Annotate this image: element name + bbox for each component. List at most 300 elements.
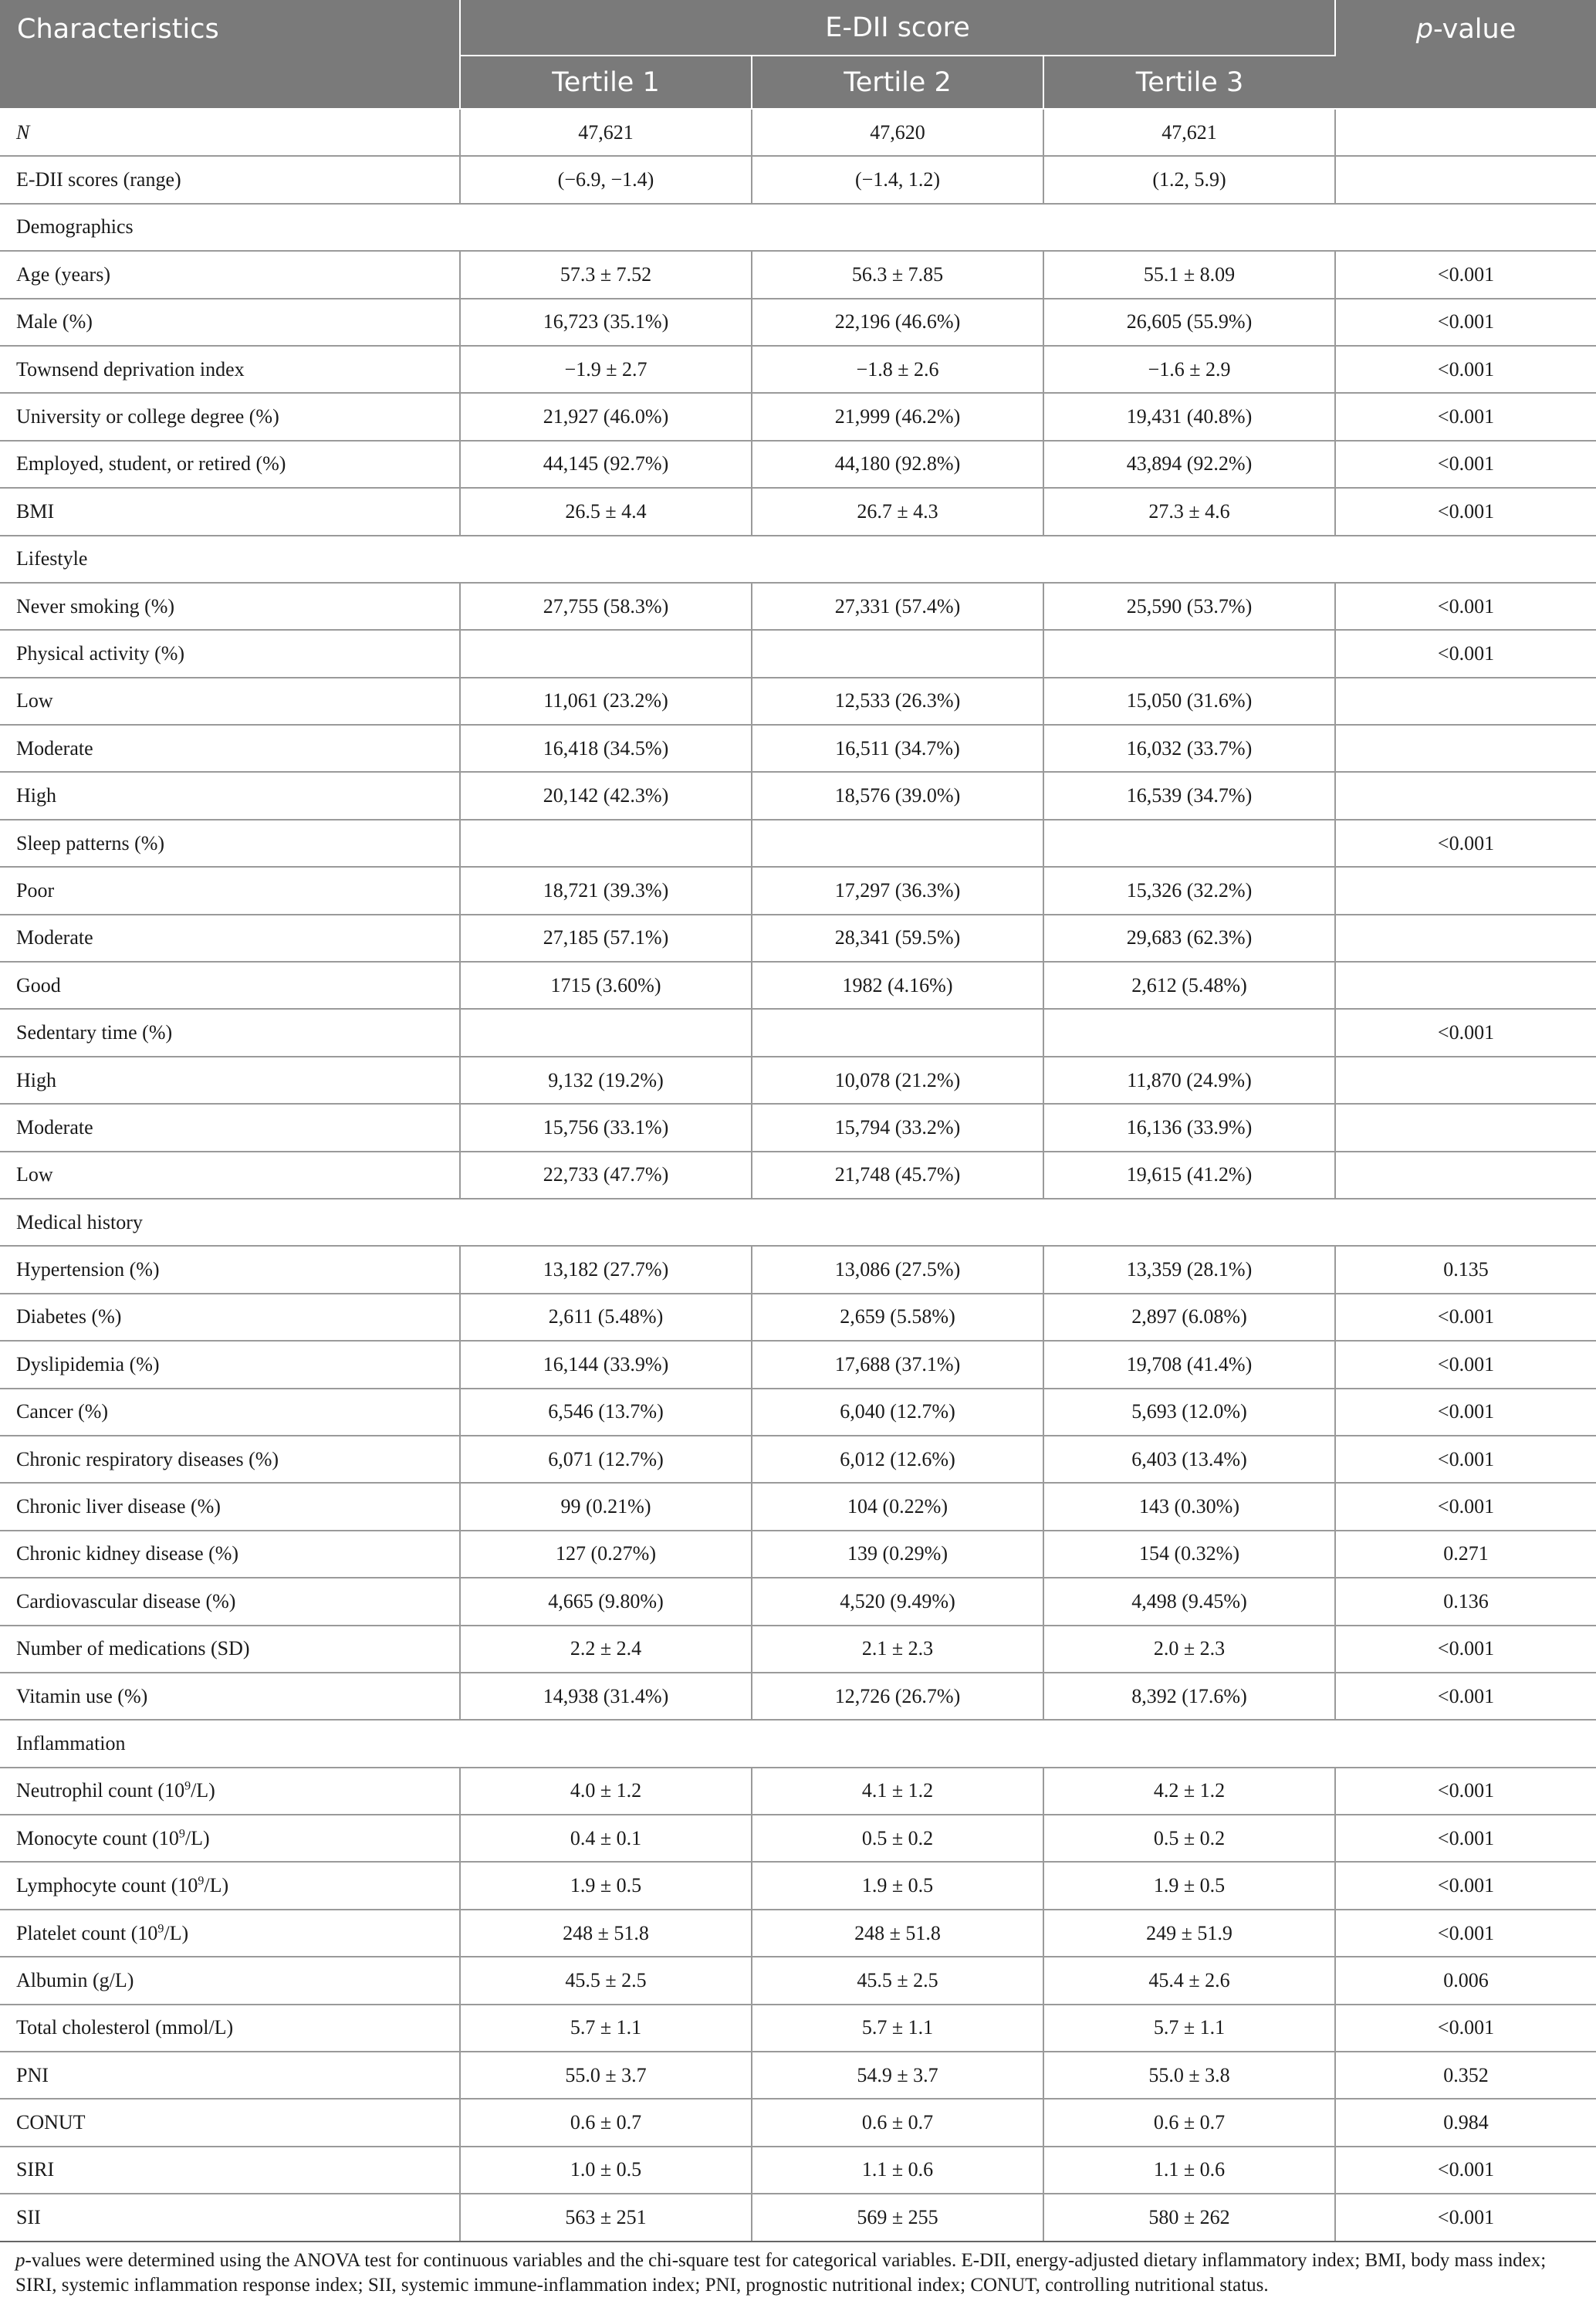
p-value	[1335, 156, 1596, 203]
p-value: <0.001	[1335, 488, 1596, 535]
tertile-1-value: 0.4 ± 0.1	[460, 1815, 752, 1862]
row-label-superscript: 9	[198, 1874, 205, 1888]
table-row	[0, 1815, 1596, 1862]
tertile-1-value: 27,185 (57.1%)	[460, 915, 752, 962]
p-value: <0.001	[1335, 1815, 1596, 1862]
tertile-2-value: 16,511 (34.7%)	[752, 725, 1043, 772]
table-row	[0, 678, 1596, 725]
table-row	[0, 962, 1596, 1009]
p-value	[1335, 915, 1596, 962]
section-label: Demographics	[0, 204, 1596, 251]
p-value: 0.135	[1335, 1246, 1596, 1293]
tertile-1-value: 4,665 (9.80%)	[460, 1578, 752, 1625]
row-label	[0, 915, 460, 962]
p-value: 0.006	[1335, 1957, 1596, 2004]
tertile-1-value: 5.7 ± 1.1	[460, 2005, 752, 2052]
tertile-3-value: 5,693 (12.0%)	[1043, 1389, 1335, 1436]
p-value: <0.001	[1335, 393, 1596, 440]
footnote-p-italic: p	[15, 2250, 25, 2271]
row-label-text: Dyslipidemia (%)	[16, 1352, 160, 1375]
tertile-2-value: 2,659 (5.58%)	[752, 1294, 1043, 1341]
tertile-2-value	[752, 630, 1043, 677]
table-row	[0, 441, 1596, 488]
tertile-2-value: 21,748 (45.7%)	[752, 1152, 1043, 1199]
p-value: <0.001	[1335, 1910, 1596, 1957]
tertile-1-value: 57.3 ± 7.52	[460, 251, 752, 298]
tertile-2-value: 17,688 (37.1%)	[752, 1341, 1043, 1388]
p-value: <0.001	[1335, 1626, 1596, 1673]
p-value: <0.001	[1335, 1673, 1596, 1720]
table-row	[0, 1862, 1596, 1909]
row-label	[0, 1531, 460, 1578]
row-label	[0, 1294, 460, 1341]
p-value: <0.001	[1335, 2147, 1596, 2194]
table-row	[0, 1768, 1596, 1815]
table-row	[0, 725, 1596, 772]
row-label-text: Low	[16, 689, 53, 712]
row-label-unit: /L)	[184, 1826, 210, 1849]
row-label	[0, 346, 460, 393]
tertile-2-value: 1.9 ± 0.5	[752, 1862, 1043, 1909]
table-header	[0, 0, 1596, 109]
table-row	[0, 346, 1596, 393]
row-label-text: Chronic liver disease (%)	[16, 1495, 221, 1518]
table-row	[0, 393, 1596, 440]
tertile-2-value: 569 ± 255	[752, 2194, 1043, 2241]
tertile-1-value: 11,061 (23.2%)	[460, 678, 752, 725]
p-value	[1335, 1057, 1596, 1104]
tertile-3-value	[1043, 820, 1335, 867]
tertile-3-value: 16,136 (33.9%)	[1043, 1104, 1335, 1151]
p-value: <0.001	[1335, 1436, 1596, 1483]
table-row	[0, 1152, 1596, 1199]
tertile-1-value: 1715 (3.60%)	[460, 962, 752, 1009]
tertile-1-value: 2,611 (5.48%)	[460, 1294, 752, 1341]
row-label-text: Platelet count (10	[16, 1921, 158, 1944]
table-row	[0, 820, 1596, 867]
section-row	[0, 1199, 1596, 1246]
p-value: 0.984	[1335, 2099, 1596, 2146]
row-label	[0, 820, 460, 867]
row-label-text: High	[16, 1068, 56, 1091]
tertile-3-value	[1043, 630, 1335, 677]
tertile-2-value: 5.7 ± 1.1	[752, 2005, 1043, 2052]
tertile-1-value: 16,144 (33.9%)	[460, 1341, 752, 1388]
p-value: <0.001	[1335, 820, 1596, 867]
row-label-text: Employed, student, or retired (%)	[16, 452, 286, 475]
tertile-3-value: 26,605 (55.9%)	[1043, 299, 1335, 346]
header-tertile-3: Tertile 3	[1043, 56, 1335, 109]
tertile-1-value: 563 ± 251	[460, 2194, 752, 2241]
table-row	[0, 1673, 1596, 1720]
tertile-3-value: 15,326 (32.2%)	[1043, 867, 1335, 914]
tertile-3-value: 1.9 ± 0.5	[1043, 1862, 1335, 1909]
row-label-text: Low	[16, 1163, 53, 1186]
row-label-text: Cardiovascular disease (%)	[16, 1589, 236, 1612]
tertile-2-value: 44,180 (92.8%)	[752, 441, 1043, 488]
row-label	[0, 1057, 460, 1104]
p-value: <0.001	[1335, 1009, 1596, 1056]
row-label-text: Monocyte count (10	[16, 1826, 179, 1849]
row-label-text: Neutrophil count (10	[16, 1779, 185, 1802]
table-body	[0, 109, 1596, 2242]
row-label	[0, 1673, 460, 1720]
tertile-3-value: 25,590 (53.7%)	[1043, 583, 1335, 630]
p-value: <0.001	[1335, 1483, 1596, 1530]
table-row	[0, 251, 1596, 298]
row-label	[0, 583, 460, 630]
tertile-3-value: 2,612 (5.48%)	[1043, 962, 1335, 1009]
tertile-3-value: 4,498 (9.45%)	[1043, 1578, 1335, 1625]
table-row	[0, 1246, 1596, 1293]
table-row	[0, 1957, 1596, 2004]
header-p-rest: -value	[1432, 14, 1517, 45]
p-value: <0.001	[1335, 1341, 1596, 1388]
tertile-1-value: 45.5 ± 2.5	[460, 1957, 752, 2004]
row-label	[0, 2099, 460, 2146]
table-row	[0, 1341, 1596, 1388]
tertile-1-value: 27,755 (58.3%)	[460, 583, 752, 630]
row-label-unit: /L)	[191, 1779, 215, 1802]
tertile-1-value: 127 (0.27%)	[460, 1531, 752, 1578]
tertile-3-value: 8,392 (17.6%)	[1043, 1673, 1335, 1720]
tertile-2-value: 47,620	[752, 109, 1043, 156]
tertile-3-value: 1.1 ± 0.6	[1043, 2147, 1335, 2194]
row-label-text: CONUT	[16, 2111, 86, 2134]
tertile-3-value: 16,539 (34.7%)	[1043, 772, 1335, 819]
tertile-2-value: 54.9 ± 3.7	[752, 2052, 1043, 2099]
row-label	[0, 1626, 460, 1673]
p-value	[1335, 109, 1596, 156]
table-row	[0, 2005, 1596, 2052]
row-label	[0, 441, 460, 488]
table-row	[0, 1009, 1596, 1056]
tertile-3-value: 0.5 ± 0.2	[1043, 1815, 1335, 1862]
table-row	[0, 867, 1596, 914]
section-row	[0, 1720, 1596, 1767]
tertile-3-value: 16,032 (33.7%)	[1043, 725, 1335, 772]
row-label	[0, 2052, 460, 2099]
tertile-3-value: 0.6 ± 0.7	[1043, 2099, 1335, 2146]
table-row	[0, 915, 1596, 962]
tertile-1-value: 22,733 (47.7%)	[460, 1152, 752, 1199]
tertile-2-value: 13,086 (27.5%)	[752, 1246, 1043, 1293]
tertile-2-value: −1.8 ± 2.6	[752, 346, 1043, 393]
row-label-superscript: 9	[184, 1779, 191, 1793]
section-label: Lifestyle	[0, 536, 1596, 583]
table-row	[0, 1483, 1596, 1530]
tertile-2-value: 18,576 (39.0%)	[752, 772, 1043, 819]
row-label	[0, 1910, 460, 1957]
tertile-2-value: 21,999 (46.2%)	[752, 393, 1043, 440]
row-label-text: Hypertension (%)	[16, 1258, 160, 1281]
tertile-2-value	[752, 820, 1043, 867]
row-label-text: Number of medications (SD)	[16, 1637, 250, 1660]
tertile-3-value: 13,359 (28.1%)	[1043, 1246, 1335, 1293]
row-label	[0, 1957, 460, 2004]
row-label-text: University or college degree (%)	[16, 405, 279, 428]
row-label	[0, 725, 460, 772]
tertile-2-value: 0.5 ± 0.2	[752, 1815, 1043, 1862]
tertile-2-value: 1982 (4.16%)	[752, 962, 1043, 1009]
tertile-3-value: 19,615 (41.2%)	[1043, 1152, 1335, 1199]
tertile-2-value: 15,794 (33.2%)	[752, 1104, 1043, 1151]
tertile-2-value: 6,012 (12.6%)	[752, 1436, 1043, 1483]
row-label-text: Townsend deprivation index	[16, 357, 245, 381]
tertile-1-value: 20,142 (42.3%)	[460, 772, 752, 819]
p-value	[1335, 772, 1596, 819]
tertile-1-value: 6,071 (12.7%)	[460, 1436, 752, 1483]
tertile-2-value: 4.1 ± 1.2	[752, 1768, 1043, 1815]
p-value: <0.001	[1335, 2005, 1596, 2052]
row-label	[0, 1483, 460, 1530]
tertile-2-value: 28,341 (59.5%)	[752, 915, 1043, 962]
row-label-text: Total cholesterol (mmol/L)	[16, 2016, 234, 2039]
row-label-text: Chronic kidney disease (%)	[16, 1542, 239, 1565]
row-label-text: Vitamin use (%)	[16, 1684, 148, 1707]
tertile-3-value: 29,683 (62.3%)	[1043, 915, 1335, 962]
tertile-1-value: 1.0 ± 0.5	[460, 2147, 752, 2194]
tertile-2-value: 0.6 ± 0.7	[752, 2099, 1043, 2146]
row-label-text: Lymphocyte count (10	[16, 1874, 198, 1897]
tertile-3-value: 55.1 ± 8.09	[1043, 251, 1335, 298]
row-label-text: N	[16, 120, 30, 144]
p-value	[1335, 725, 1596, 772]
tertile-1-value: 44,145 (92.7%)	[460, 441, 752, 488]
tertile-1-value: 1.9 ± 0.5	[460, 1862, 752, 1909]
tertile-1-value: 6,546 (13.7%)	[460, 1389, 752, 1436]
p-value: <0.001	[1335, 1389, 1596, 1436]
tertile-3-value: 11,870 (24.9%)	[1043, 1057, 1335, 1104]
p-value: <0.001	[1335, 346, 1596, 393]
tertile-1-value: 18,721 (39.3%)	[460, 867, 752, 914]
row-label	[0, 156, 460, 203]
row-label-text: Moderate	[16, 926, 93, 949]
p-value: <0.001	[1335, 1768, 1596, 1815]
table-row	[0, 1104, 1596, 1151]
table-row	[0, 1578, 1596, 1625]
p-value: 0.271	[1335, 1531, 1596, 1578]
row-label	[0, 299, 460, 346]
tertile-1-value: (−6.9, −1.4)	[460, 156, 752, 203]
tertile-2-value: 139 (0.29%)	[752, 1531, 1043, 1578]
header-p-value	[1335, 0, 1596, 109]
tertile-1-value: 0.6 ± 0.7	[460, 2099, 752, 2146]
tertile-3-value	[1043, 1009, 1335, 1056]
p-value	[1335, 1104, 1596, 1151]
row-label	[0, 1768, 460, 1815]
table-row	[0, 2099, 1596, 2146]
row-label-unit: /L)	[164, 1921, 189, 1944]
table-row	[0, 1057, 1596, 1104]
table-row	[0, 1626, 1596, 1673]
tertile-1-value: 248 ± 51.8	[460, 1910, 752, 1957]
tertile-3-value: 2.0 ± 2.3	[1043, 1626, 1335, 1673]
table-row	[0, 630, 1596, 677]
row-label-text: Moderate	[16, 736, 93, 760]
p-value: <0.001	[1335, 1294, 1596, 1341]
row-label-text: Age (years)	[16, 262, 110, 286]
section-label: Inflammation	[0, 1720, 1596, 1767]
tertile-1-value: 16,723 (35.1%)	[460, 299, 752, 346]
tertile-1-value	[460, 1009, 752, 1056]
p-value	[1335, 678, 1596, 725]
p-value: <0.001	[1335, 2194, 1596, 2241]
tertile-2-value: 26.7 ± 4.3	[752, 488, 1043, 535]
row-label-text: SII	[16, 2205, 41, 2228]
tertile-3-value: 249 ± 51.9	[1043, 1910, 1335, 1957]
tertile-2-value: 248 ± 51.8	[752, 1910, 1043, 1957]
tertile-3-value: 43,894 (92.2%)	[1043, 441, 1335, 488]
row-label-text: Sleep patterns (%)	[16, 831, 165, 854]
tertile-3-value: 6,403 (13.4%)	[1043, 1436, 1335, 1483]
tertile-2-value: 22,196 (46.6%)	[752, 299, 1043, 346]
tertile-1-value: 15,756 (33.1%)	[460, 1104, 752, 1151]
tertile-2-value: (−1.4, 1.2)	[752, 156, 1043, 203]
header-edii-score: E-DII score	[460, 0, 1335, 56]
tertile-3-value: 5.7 ± 1.1	[1043, 2005, 1335, 2052]
tertile-2-value: 27,331 (57.4%)	[752, 583, 1043, 630]
tertile-1-value: 9,132 (19.2%)	[460, 1057, 752, 1104]
tertile-3-value: 19,431 (40.8%)	[1043, 393, 1335, 440]
row-label	[0, 2194, 460, 2241]
tertile-2-value: 10,078 (21.2%)	[752, 1057, 1043, 1104]
table-row	[0, 1436, 1596, 1483]
section-row	[0, 536, 1596, 583]
tertile-1-value: 16,418 (34.5%)	[460, 725, 752, 772]
row-label-text: PNI	[16, 2063, 49, 2086]
row-label	[0, 1578, 460, 1625]
row-label-text: Sedentary time (%)	[16, 1021, 173, 1044]
tertile-3-value: 2,897 (6.08%)	[1043, 1294, 1335, 1341]
p-value	[1335, 1152, 1596, 1199]
row-label	[0, 251, 460, 298]
header-p-italic: p	[1415, 14, 1433, 45]
row-label-superscript: 9	[178, 1827, 185, 1841]
tertile-3-value: 19,708 (41.4%)	[1043, 1341, 1335, 1388]
table-row	[0, 1389, 1596, 1436]
footnote-text: -values were determined using the ANOVA test for continuous variables and the chi-square test for categorical variables. E-DII, energy-adjusted dietary inflammatory index; BMI, body mass index; SIRI, systemic inflammation response index; SII, systemic immune-inflammation index; PNI, prognostic nutritional index; CONUT, controlling nutritional status.	[15, 2250, 1547, 2296]
table-row	[0, 299, 1596, 346]
table-row	[0, 772, 1596, 819]
table-row	[0, 156, 1596, 203]
tertile-1-value: 26.5 ± 4.4	[460, 488, 752, 535]
table-row	[0, 1531, 1596, 1578]
row-label-text: Moderate	[16, 1115, 93, 1139]
tertile-2-value: 1.1 ± 0.6	[752, 2147, 1043, 2194]
row-label-text: BMI	[16, 499, 55, 523]
row-label	[0, 1104, 460, 1151]
tertile-1-value: −1.9 ± 2.7	[460, 346, 752, 393]
row-label-text: Good	[16, 973, 61, 996]
row-label-superscript: 9	[157, 1921, 164, 1935]
row-label	[0, 1815, 460, 1862]
tertile-1-value: 47,621	[460, 109, 752, 156]
tertile-1-value	[460, 630, 752, 677]
tertile-2-value: 2.1 ± 2.3	[752, 1626, 1043, 1673]
header-tertile-1: Tertile 1	[460, 56, 752, 109]
tertile-1-value: 99 (0.21%)	[460, 1483, 752, 1530]
row-label	[0, 1436, 460, 1483]
p-value: <0.001	[1335, 1862, 1596, 1909]
p-value: <0.001	[1335, 299, 1596, 346]
row-label-text: SIRI	[16, 2158, 55, 2181]
row-label-text: High	[16, 784, 56, 807]
row-label-text: E-DII scores (range)	[16, 168, 181, 191]
table-row	[0, 109, 1596, 156]
tertile-3-value: 154 (0.32%)	[1043, 1531, 1335, 1578]
table-row	[0, 583, 1596, 630]
tertile-1-value: 13,182 (27.7%)	[460, 1246, 752, 1293]
row-label	[0, 1862, 460, 1909]
row-label	[0, 1246, 460, 1293]
row-label-text: Albumin (g/L)	[16, 1968, 134, 1991]
row-label	[0, 1389, 460, 1436]
row-label	[0, 488, 460, 535]
row-label	[0, 772, 460, 819]
row-label-text: Male (%)	[16, 310, 93, 333]
table-row	[0, 488, 1596, 535]
table-row	[0, 2147, 1596, 2194]
tertile-3-value: 27.3 ± 4.6	[1043, 488, 1335, 535]
tertile-1-value: 55.0 ± 3.7	[460, 2052, 752, 2099]
row-label-text: Never smoking (%)	[16, 594, 175, 618]
tertile-3-value: 55.0 ± 3.8	[1043, 2052, 1335, 2099]
row-label-text: Poor	[16, 878, 55, 902]
row-label	[0, 630, 460, 677]
tertile-1-value: 21,927 (46.0%)	[460, 393, 752, 440]
row-label	[0, 1341, 460, 1388]
tertile-1-value: 2.2 ± 2.4	[460, 1626, 752, 1673]
tertile-2-value	[752, 1009, 1043, 1056]
p-value: <0.001	[1335, 251, 1596, 298]
section-label: Medical history	[0, 1199, 1596, 1246]
tertile-3-value: (1.2, 5.9)	[1043, 156, 1335, 203]
tertile-3-value: 47,621	[1043, 109, 1335, 156]
table-row	[0, 1910, 1596, 1957]
row-label	[0, 867, 460, 914]
tertile-1-value	[460, 820, 752, 867]
p-value	[1335, 962, 1596, 1009]
row-label-text: Cancer (%)	[16, 1400, 109, 1423]
tertile-3-value: 580 ± 262	[1043, 2194, 1335, 2241]
p-value: <0.001	[1335, 441, 1596, 488]
table-row	[0, 1294, 1596, 1341]
p-value: 0.136	[1335, 1578, 1596, 1625]
table-row	[0, 2052, 1596, 2099]
p-value: <0.001	[1335, 583, 1596, 630]
p-value	[1335, 867, 1596, 914]
p-value: 0.352	[1335, 2052, 1596, 2099]
tertile-3-value: −1.6 ± 2.9	[1043, 346, 1335, 393]
row-label	[0, 678, 460, 725]
row-label	[0, 2147, 460, 2194]
tertile-2-value: 104 (0.22%)	[752, 1483, 1043, 1530]
tertile-2-value: 12,533 (26.3%)	[752, 678, 1043, 725]
tertile-3-value: 4.2 ± 1.2	[1043, 1768, 1335, 1815]
table-footnote	[15, 2248, 1582, 2298]
tertile-2-value: 6,040 (12.7%)	[752, 1389, 1043, 1436]
row-label	[0, 109, 460, 156]
row-label-text: Chronic respiratory diseases (%)	[16, 1447, 279, 1470]
section-row	[0, 204, 1596, 251]
tertile-2-value: 12,726 (26.7%)	[752, 1673, 1043, 1720]
row-label-text: Diabetes (%)	[16, 1305, 122, 1328]
row-label	[0, 962, 460, 1009]
row-label	[0, 1152, 460, 1199]
tertile-3-value: 15,050 (31.6%)	[1043, 678, 1335, 725]
row-label	[0, 2005, 460, 2052]
